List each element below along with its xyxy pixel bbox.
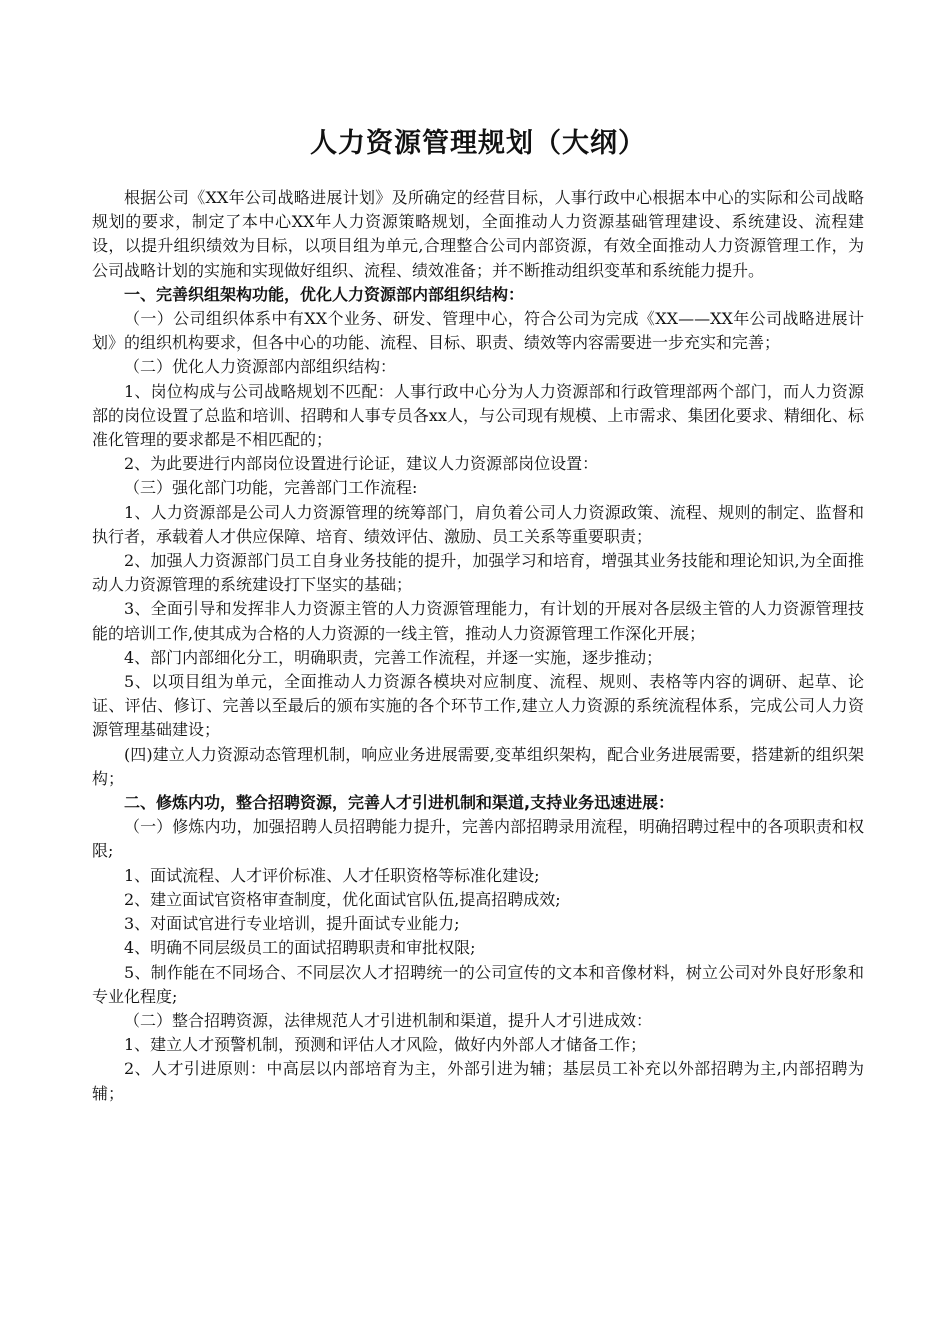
paragraph: （一）修炼内功，加强招聘人员招聘能力提升，完善内部招聘录用流程，明确招聘过程中的各项职责和权限; — [92, 817, 864, 861]
document-title: 人力资源管理规划（大纲） — [310, 128, 646, 159]
paragraph: 1、面试流程、人才评价标准、人才任职资格等标准化建设; — [124, 865, 540, 885]
paragraph: （三）强化部门功能，完善部门工作流程: — [124, 478, 418, 498]
paragraph: 2、加强人力资源部门员工自身业务技能的提升，加强学习和培育，增强其业务技能和理论知识,为全面推动人力资源管理的系统建设打下坚实的基础； — [92, 551, 864, 595]
paragraph: 5、制作能在不同场合、不同层次人才招聘统一的公司宣传的文本和音像材料，树立公司对外良好形象和专业化程度; — [92, 962, 864, 1006]
paragraph: 1、建立人才预警机制，预测和评估人才风险，做好内外部人才储备工作； — [124, 1035, 647, 1055]
paragraph: 5、以项目组为单元，全面推动人力资源各模块对应制度、流程、规则、表格等内容的调研、起草、论证、评估、修订、完善以至最后的颁布实施的各个环节工作,建立人力资源的系统流程体系，完成公司人力资源管理基础建设； — [92, 672, 864, 740]
paragraph: （二）优化人力资源部内部组织结构： — [124, 357, 397, 377]
paragraph: 2、建立面试官资格审查制度，优化面试官队伍,提高招聘成效; — [124, 889, 561, 909]
paragraph: （一）公司组织体系中有XX个业务、研发、管理中心，符合公司为完成《XX——XX年公司战略进展计划》的组织机构要求，但各中心的功能、流程、目标、职责、绩效等内容需要进一步充实和完善； — [92, 309, 864, 353]
section-heading-2: 二、修炼内功，整合招聘资源，完善人才引进机制和渠道,支持业务迅速进展： — [124, 793, 675, 813]
paragraph: 2、人才引进原则：中高层以内部培育为主，外部引进为辅；基层员工补充以外部招聘为主,内部招聘为辅； — [92, 1059, 864, 1103]
document-body — [92, 186, 864, 1106]
paragraph: 4、部门内部细化分工，明确职责，完善工作流程，并逐一实施，逐步推动； — [124, 647, 663, 667]
paragraph: 3、对面试官进行专业培训，提升面试专业能力; — [124, 914, 460, 934]
section-heading-1: 一、完善织组架构功能，优化人力资源部内部组织结构： — [124, 284, 525, 304]
paragraph: 1、人力资源部是公司人力资源管理的统筹部门，肩负着公司人力资源政策、流程、规则的制定、监督和执行者，承载着人才供应保障、培育、绩效评估、激励、员工关系等重要职责； — [92, 502, 864, 546]
paragraph: 2、为此要进行内部岗位设置进行论证，建议人力资源部岗位设置： — [124, 454, 599, 474]
paragraph: (四)建立人力资源动态管理机制，响应业务进展需要,变革组织架构，配合业务进展需要，搭建新的组织架构； — [92, 744, 864, 788]
paragraph: 4、明确不同层级员工的面试招聘职责和审批权限; — [124, 938, 476, 958]
paragraph: 1、岗位构成与公司战略规划不匹配：人事行政中心分为人力资源部和行政管理部两个部门，而人力资源部的岗位设置了总监和培训、招聘和人事专员各xx人，与公司现有规模、上市需求、集团化要求、精细化、标准化管理的要求都是不相匹配的； — [92, 381, 864, 450]
paragraph: 3、全面引导和发挥非人力资源主管的人力资源管理能力，有计划的开展对各层级主管的人力资源管理技能的培训工作,使其成为合格的人力资源的一线主管，推动人力资源管理工作深化开展； — [92, 599, 864, 643]
paragraph: （二）整合招聘资源，法律规范人才引进机制和渠道，提升人才引进成效： — [124, 1010, 653, 1030]
intro-paragraph: 根据公司《XX年公司战略进展计划》及所确定的经营目标，人事行政中心根据本中心的实际和公司战略规划的要求，制定了本中心XX年人力资源策略规划，全面推动人力资源基础管理建设、系统建设、流程建设，以提升组织绩效为目标，以项目组为单元,合理整合公司内部资源，有效全面推动人力资源管理工作，为公司战略计划的实施和实现做好组织、流程、绩效准备；并不断推动组织变革和系统能力提升。 — [92, 188, 864, 280]
